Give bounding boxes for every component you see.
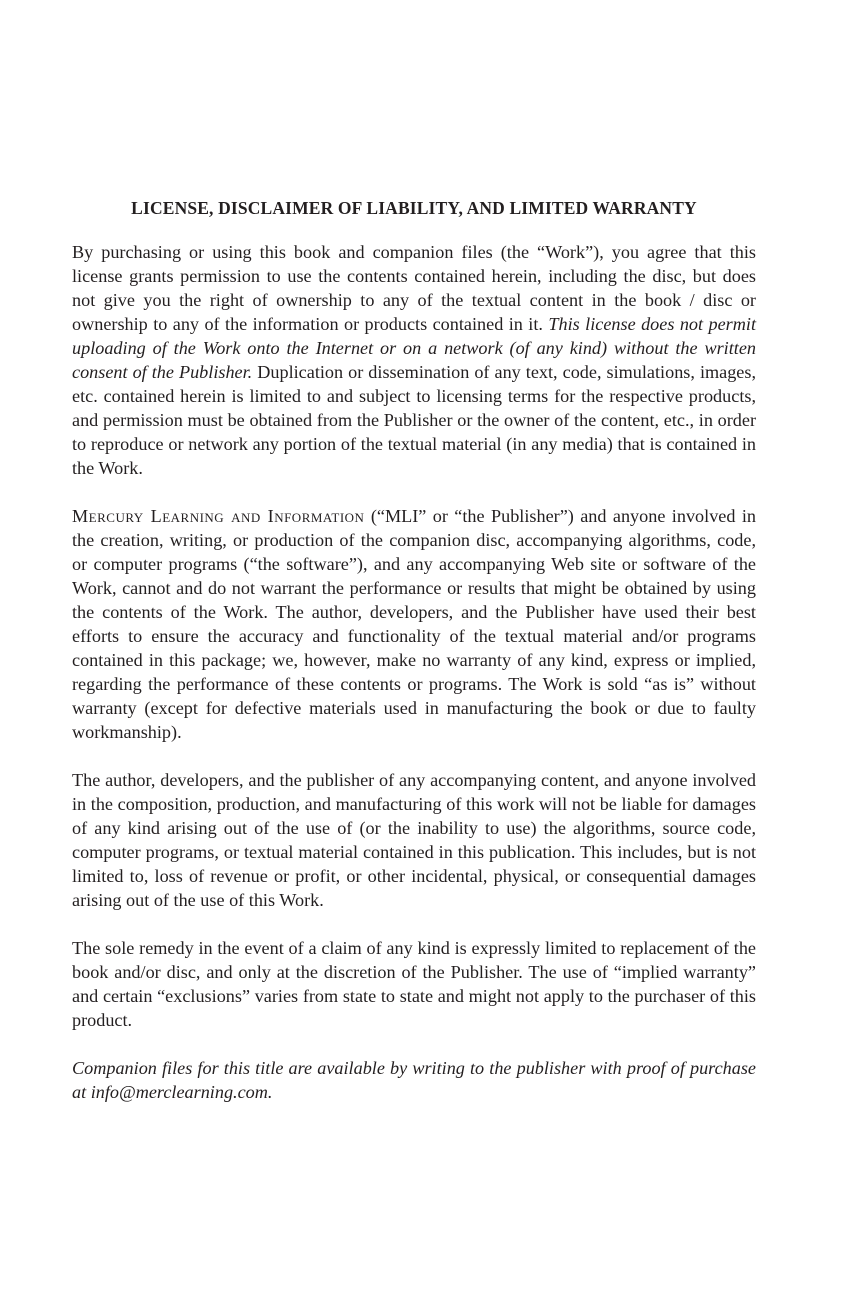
remedy-text: The sole remedy in the event of a claim of any kind is expressly limited to replacement of the book and/or disc, and only at the discretion of the Publisher. The use of “implied warranty” and certain “exclusions” varies from state to state and might not apply to the purchaser of this product. xyxy=(72,938,756,1030)
paragraph-remedy xyxy=(72,936,756,1032)
license-grant-text: By purchasing or using this book and companion files (the “Work”), you agree that this license grants permission to use the contents contained herein, including the disc, but does not give you the right of ownership to any of the textual content in the book / disc or ownership to any of the information or products contained in it. xyxy=(72,242,756,334)
companion-files-text: Companion files for this title are available by writing to the publisher with proof of purchase at info@merclearning.com. xyxy=(72,1058,756,1102)
paragraph-license-grant xyxy=(72,240,756,480)
paragraph-liability xyxy=(72,768,756,912)
license-title: LICENSE, DISCLAIMER OF LIABILITY, AND LIMITED WARRANTY xyxy=(131,198,697,218)
liability-text: The author, developers, and the publisher of any accompanying content, and anyone involved in the composition, production, and manufacturing of this work will not be liable for damages of any kind arising out of the use of (or the inability to use) the algorithms, source code, computer programs, or textual material contained in this publication. This includes, but is not limited to, loss of revenue or profit, or other incidental, physical, or consequential damages arising out of the use of this Work. xyxy=(72,770,756,910)
paragraph-companion-files xyxy=(72,1056,756,1104)
publisher-name: Mercury Learning and Information xyxy=(72,506,365,526)
license-page xyxy=(72,196,756,1128)
duplication-terms-text: Duplication or dissemination of any text, code, simulations, images, etc. contained herein is limited to and subject to licensing terms for the respective products, and permission must be obtained from the Publisher or the owner of the content, etc., in order to reproduce or network any portion of the textual material (in any media) that is contained in the Work. xyxy=(72,362,757,478)
paragraph-no-warranty xyxy=(72,504,756,744)
upload-restriction-text: This license does not permit uploading of the Work onto the Internet or on a network (of any kind) without the written consent of the Publisher. xyxy=(72,314,756,382)
no-warranty-text: (“MLI” or “the Publisher”) and anyone involved in the creation, writing, or production of the companion disc, accompanying algorithms, code, or computer programs (“the software”), and any accompanying Web site or software of the Work, cannot and do not warrant the performance or results that might be obtained by using the contents of the Work. The author, developers, and the Publisher have used their best efforts to ensure the accuracy and functionality of the textual material and/or programs contained in this package; we, however, make no warranty of any kind, express or implied, regarding the performance of these contents or programs. The Work is sold “as is” without warranty (except for defective materials used in manufacturing the book or due to faulty workmanship). xyxy=(72,506,756,742)
